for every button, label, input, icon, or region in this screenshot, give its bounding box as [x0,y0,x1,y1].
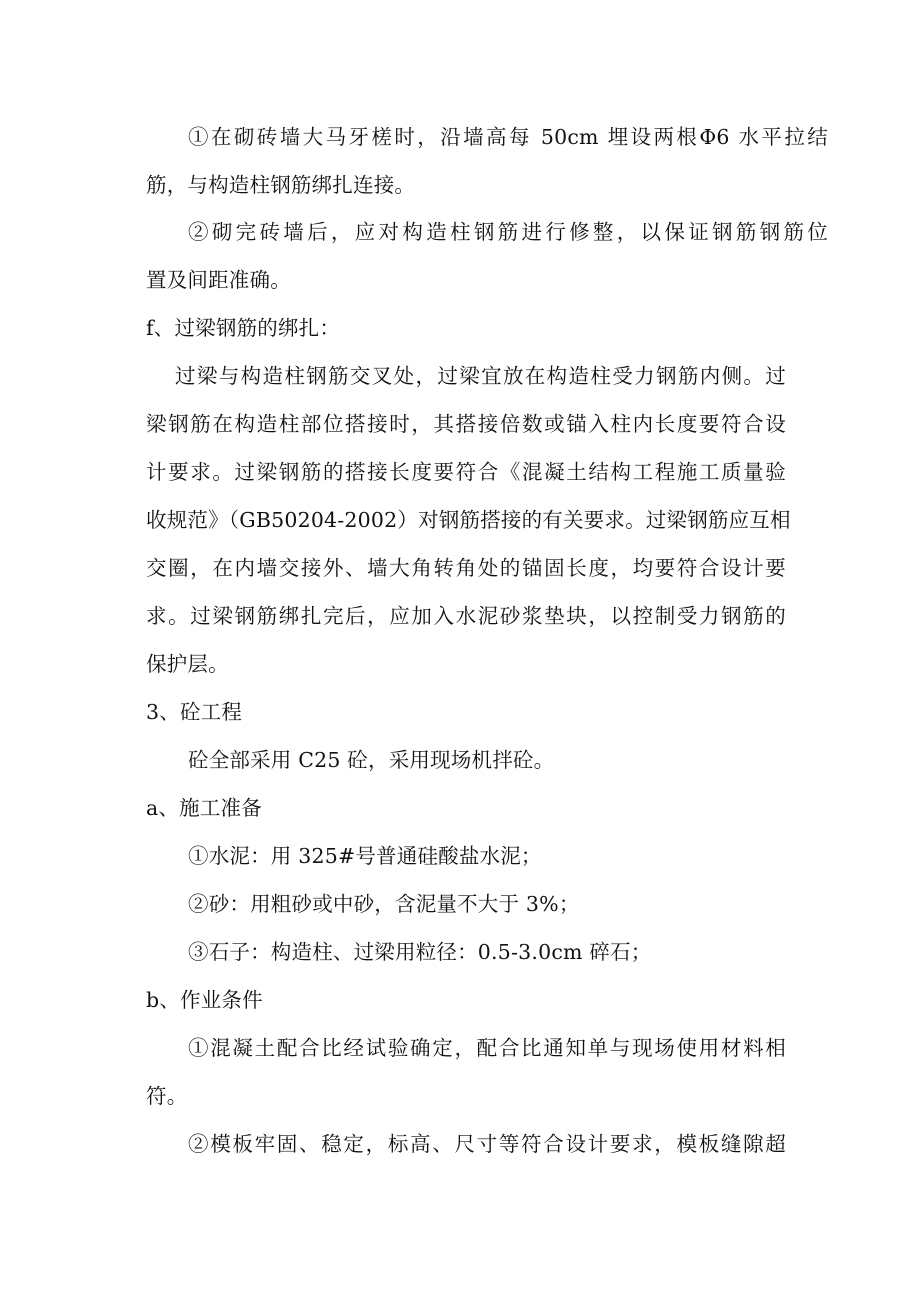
paragraph-line: 求。过梁钢筋绑扎完后，应加入水泥砂浆垫块，以控制受力钢筋的 [146,604,786,628]
list-item: ①水泥：用 325#号普通硅酸盐水泥； [188,844,542,868]
subsection-heading: b、作业条件 [146,988,263,1012]
paragraph-line: 符。 [146,1084,188,1108]
paragraph-line: ②砌完砖墙后，应对构造柱钢筋进行修整，以保证钢筋钢筋位 [188,220,828,244]
subsection-heading: a、施工准备 [146,796,262,820]
paragraph-line: 交圈，在内墙交接外、墙大角转角处的锚固长度，均要符合设计要 [146,556,786,580]
paragraph-line: 梁钢筋在构造柱部位搭接时，其搭接倍数或锚入柱内长度要符合设 [146,412,786,436]
paragraph-line: 保护层。 [146,652,229,676]
section-heading: f、过梁钢筋的绑扎： [146,316,341,340]
paragraph-line: 砼全部采用 C25 砼，采用现场机拌砼。 [188,748,555,772]
paragraph-line: 收规范》（GB50204-2002）对钢筋搭接的有关要求。过梁钢筋应互相 [146,508,791,532]
paragraph-line: ①在砌砖墙大马牙槎时，沿墙高每 50cm 埋设两根Φ6 水平拉结 [188,125,828,149]
paragraph-line: 筋，与构造柱钢筋绑扎连接。 [146,173,416,197]
paragraph-line: 置及间距准确。 [146,268,291,292]
section-heading: 3、砼工程 [146,700,243,724]
paragraph-line: 过梁与构造柱钢筋交叉处，过梁宜放在构造柱受力钢筋内侧。过 [175,364,786,388]
list-item: ②模板牢固、稳定，标高、尺寸等符合设计要求，模板缝隙超 [188,1132,786,1156]
list-item: ③石子：构造柱、过梁用粒径：0.5-3.0cm 碎石； [188,940,652,964]
paragraph-line: 计要求。过梁钢筋的搭接长度要符合《混凝土结构工程施工质量验 [146,460,786,484]
list-item: ②砂：用粗砂或中砂，含泥量不大于 3%； [188,892,580,916]
list-item: ①混凝土配合比经试验确定，配合比通知单与现场使用材料相 [188,1036,786,1060]
